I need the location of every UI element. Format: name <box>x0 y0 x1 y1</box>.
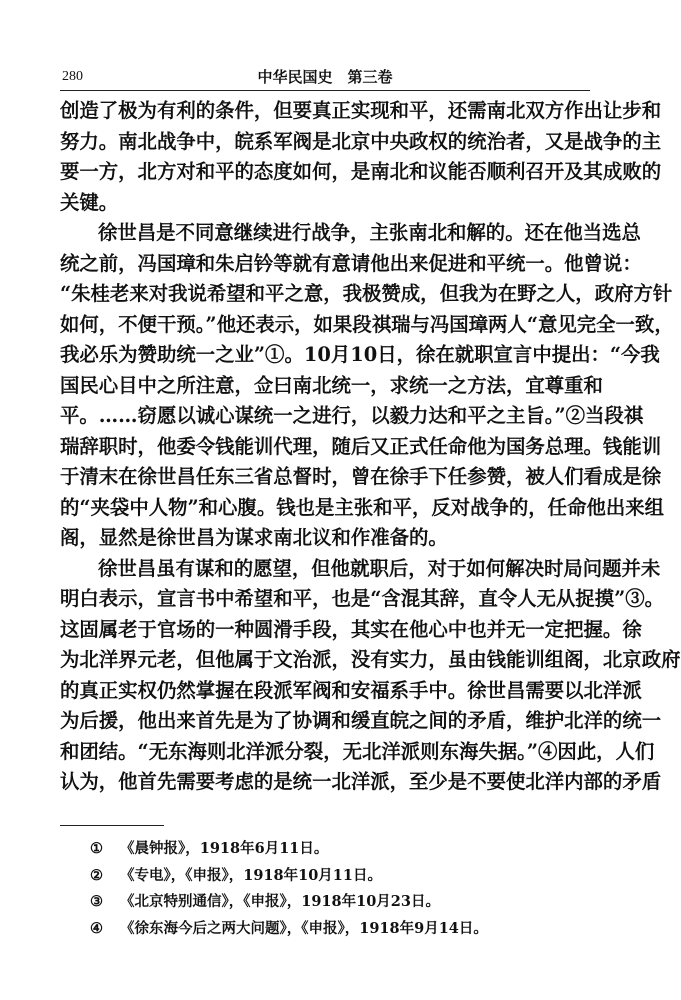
footnote-text: 《徐东海今后之两大问题》，《申报》，1918年9月14日。 <box>120 919 488 937</box>
text-line: 如何，不便干预。”他还表示，如果段祺瑞与冯国璋两人“意见完全一致， <box>60 312 674 336</box>
text-line: 为后援，他出来首先是为了协调和缓直皖之间的矛盾，维护北洋的统一 <box>60 709 662 732</box>
text-line: 创造了极为有利的条件，但要真正实现和平，还需南北双方作出让步和 <box>60 99 662 122</box>
text-line: 平。……窃愿以诚心谋统一之进行，以毅力达和平之主旨。”②当段祺 <box>60 404 644 427</box>
footnote-text: 《晨钟报》，1918年6月11日。 <box>120 840 329 857</box>
page-number: 280 <box>62 69 83 84</box>
text-line: 徐世昌是不同意继续进行战争，主张南北和解的。还在他当选总 <box>98 221 641 244</box>
text-line: 和团结。“无东海则北洋派分裂，无北洋派则东海失据。”④因此，人们 <box>60 739 655 763</box>
footnote-mark: ③ <box>90 893 103 910</box>
text-line: 为北洋界元老，但他属于文治派，没有实力，虽由钱能训组阁，北京政府 <box>60 648 681 671</box>
text-line: 阁，显然是徐世昌为谋求南北议和作准备的。 <box>60 526 448 549</box>
text-line: 统之前，冯国璋和朱启钤等就有意请他出来促进和平统一。他曾说： <box>60 251 642 275</box>
body-text <box>60 96 681 798</box>
text-line: 国民心目中之所注意，佥曰南北统一，求统一之方法，宜尊重和 <box>60 373 603 397</box>
text-line: 认为，他首先需要考虑的是统一北洋派，至少是不要使北洋内部的矛盾 <box>60 770 662 793</box>
text-line: 瑞辞职时，他委令钱能训代理，随后又正式任命他为国务总理。钱能训 <box>60 434 662 458</box>
text-line: 的真正实权仍然掌握在段派军阀和安福系手中。徐世昌需要以北洋派 <box>60 678 642 702</box>
running-title: 中华民国史 第三卷 <box>257 68 393 86</box>
header-rule <box>60 90 590 91</box>
text-line: 努力。南北战争中，皖系军阀是北京中央政权的统治者，又是战争的主 <box>60 129 662 153</box>
text-line: 我必乐为赞助统一之业”①。10月10日，徐在就职宣言中提出：“今我 <box>60 343 660 366</box>
footnote-item <box>90 889 590 916</box>
footnote-text: 《专电》，《申报》，1918年10月11日。 <box>120 866 382 884</box>
text-line: 徐世昌虽有谋和的愿望，但他就职后，对于如何解决时局问题并未 <box>98 556 661 580</box>
footnote-text: 《北京特别通信》，《申报》，1918年10月23日。 <box>120 893 440 910</box>
text-line: 的“夹袋中人物”和心腹。钱也是主张和平，反对战争的，任命他出来组 <box>60 495 665 519</box>
footnote-item <box>90 916 590 943</box>
footnote-mark: ① <box>90 840 103 857</box>
footnote-mark: ② <box>90 866 103 884</box>
text-line: 明白表示，宣言书中希望和平，也是“含混其辞，直令人无从捉摸”③。 <box>60 587 665 610</box>
footnotes <box>90 836 590 942</box>
footnote-rule <box>60 825 164 826</box>
footnote-mark: ④ <box>90 919 103 937</box>
footnote-item <box>90 836 590 863</box>
text-line: 这固属老于官场的一种圆滑手段，其实在他心中也并无一定把握。徐 <box>60 617 642 641</box>
footnote-item <box>90 863 590 890</box>
text-line: “朱桂老来对我说希望和平之意，我极赞成，但我为在野之人，政府方针 <box>60 282 673 305</box>
page-header <box>62 66 588 88</box>
text-line: 于清末在徐世昌任东三省总督时，曾在徐手下任参赞，被人们看成是徐 <box>60 465 662 488</box>
text-line: 要一方，北方对和平的态度如何，是南北和议能否顺利召开及其成败的 <box>60 160 662 183</box>
text-line: 关键。 <box>60 190 119 214</box>
